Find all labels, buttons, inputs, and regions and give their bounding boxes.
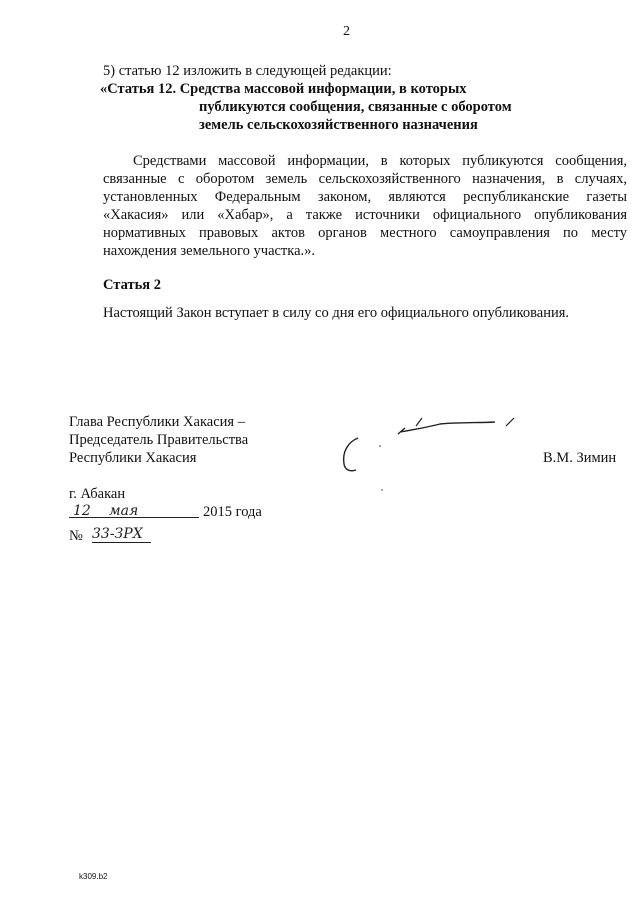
article12-heading-line2: публикуются сообщения, связанные с оборотом xyxy=(199,99,512,115)
footer-code: k309.b2 xyxy=(79,872,108,881)
article2-body: Настоящий Закон вступает в силу со дня его официального опубликования. xyxy=(103,305,570,321)
article12-heading-line3: земель сельскохозяйственного назначения xyxy=(199,117,478,133)
date-day: 12 xyxy=(73,503,91,519)
signature-image xyxy=(330,408,530,498)
signatory-line1: Глава Республики Хакасия – xyxy=(69,414,245,430)
signatory-line3: Республики Хакасия xyxy=(69,450,197,466)
article12-heading-line1: «Статья 12. Средства массовой информации, в которых xyxy=(100,81,467,97)
signatory-line2: Председатель Правительства xyxy=(69,432,249,448)
article12-body-line4: «Хакасия» или «Хабар», а также источники официального опубликования xyxy=(103,207,627,223)
date-month: мая xyxy=(109,503,139,519)
date-year: 2015 года xyxy=(203,504,262,520)
page-number: 2 xyxy=(343,24,350,39)
article12-body-line2: связанные с оборотом земель сельскохозяйственного назначения, в случаях, xyxy=(103,171,627,187)
amendment-item: 5) статью 12 изложить в следующей редакции: xyxy=(103,63,392,79)
article12-body-line3: установленных Федеральным законом, являются республиканские газеты xyxy=(103,189,627,205)
article12-body-line5: нормативных правовых актов органов местного самоуправления по месту xyxy=(103,225,627,241)
article12-body-line1: Средствами массовой информации, в которых публикуются сообщения, xyxy=(133,153,627,169)
date-line xyxy=(69,503,199,519)
article2-heading: Статья 2 xyxy=(103,277,161,293)
signatory-name: В.М. Зимин xyxy=(543,450,617,466)
number-prefix: № xyxy=(69,528,83,544)
article12-body-line6: нахождения земельного участка.». xyxy=(103,243,316,259)
number-value: 33-ЗРХ xyxy=(92,526,151,543)
place: г. Абакан xyxy=(69,486,126,502)
